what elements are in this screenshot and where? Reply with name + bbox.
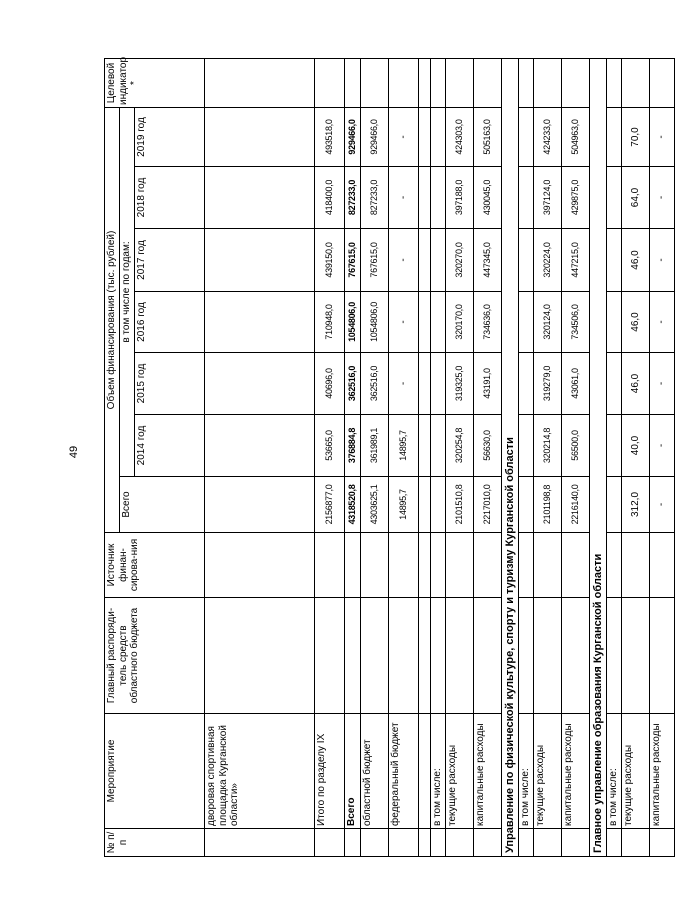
cell-2015: 43191,0 [473,353,501,415]
table-row [205,59,315,857]
table-row [473,59,501,857]
row-measure: текущие расходы [445,714,473,829]
table-row [361,59,389,857]
header-year-2018: 2018 год [135,167,205,229]
cell-2018: 64,0 [621,167,649,229]
cell-2019: 504963,0 [561,108,589,167]
cell-2014: 40,0 [621,415,649,477]
cell-2015: 43061,0 [561,353,589,415]
section-row [589,59,607,857]
cell-2017: 320270,0 [445,229,473,292]
table-row [519,59,534,857]
header-volume: Объем финансирования (тыс. рублей) [105,108,120,533]
section-title-sport: Управление по физической культуре, спорту и туризму Курганской области [501,59,519,857]
header-year-2014: 2014 год [135,415,205,477]
cell-2016: 320170,0 [445,292,473,353]
cell-2015: 362516,0 [361,353,389,415]
cell-2015: - [389,353,419,415]
cell-2017: - [389,229,419,292]
header-manager: Главный распоряди-тель средств областного бюджета [105,598,205,714]
row-measure: капитальные расходы [649,714,674,829]
cell-2016: 734636,0 [473,292,501,353]
row-measure: Всего [345,714,361,829]
cell-2019: 493518,0 [315,108,345,167]
table-row [649,59,674,857]
cell-2018: 418400,0 [315,167,345,229]
cell-2015: 40696,0 [315,353,345,415]
header-total: Всего [120,477,205,533]
row-measure: текущие расходы [533,714,561,829]
cell-2014: 14895,7 [389,415,419,477]
cell-total: 4318520,8 [345,477,361,533]
financing-table [104,58,675,857]
header-by-years: в том числе по годам: [120,108,135,477]
cell-2016: - [389,292,419,353]
cell-2015: 46,0 [621,353,649,415]
table-row [561,59,589,857]
cell-2015: - [649,353,674,415]
cell-2014: 53665,0 [315,415,345,477]
table-row [431,59,446,857]
cell-2017: 767615,0 [361,229,389,292]
cell-2018: 827233,0 [361,167,389,229]
table-row [533,59,561,857]
cell-2014: 376884,8 [345,415,361,477]
cell-2017: 447215,0 [561,229,589,292]
cell-2017: - [649,229,674,292]
cell-total: 2101198,8 [533,477,561,533]
header-target: Целевой индикатор * [105,59,205,108]
cell-2019: 929466,0 [345,108,361,167]
row-measure: дворовая спортивная площадка Курганской области» [205,714,315,829]
row-measure: капитальные расходы [473,714,501,829]
table-row-total [345,59,361,857]
row-measure: областной бюджет [361,714,389,829]
cell-2019: 424303,0 [445,108,473,167]
cell-total: 2216140,0 [561,477,589,533]
row-measure: в том числе: [431,714,446,829]
cell-2016: 1054806,0 [345,292,361,353]
cell-total: - [649,477,674,533]
header-source: Источник финан-сирова-ния [105,533,205,598]
cell-2018: 430045,0 [473,167,501,229]
row-measure: в том числе: [519,714,534,829]
cell-2019: 424233,0 [533,108,561,167]
row-measure: Итого по разделу IX [315,714,345,829]
cell-2014: 320214,8 [533,415,561,477]
cell-2017: 320224,0 [533,229,561,292]
cell-2019: 505163,0 [473,108,501,167]
cell-2015: 362516,0 [345,353,361,415]
cell-2016: - [649,292,674,353]
cell-2016: 46,0 [621,292,649,353]
table-row [445,59,473,857]
cell-2016: 1054806,0 [361,292,389,353]
cell-2019: - [649,108,674,167]
cell-total: 4303625,1 [361,477,389,533]
header-num: № п/п [105,829,205,857]
section-row [501,59,519,857]
table-page [104,56,668,857]
header-measure: Мероприятие [105,714,205,829]
header-year-2015: 2015 год [135,353,205,415]
row-measure: текущие расходы [621,714,649,829]
table-row [389,59,419,857]
cell-2014: 56630,0 [473,415,501,477]
row-measure: федеральный бюджет [389,714,419,829]
cell-2014: 361989,1 [361,415,389,477]
cell-2016: 710948,0 [315,292,345,353]
cell-2018: 397124,0 [533,167,561,229]
cell-2018: 397188,0 [445,167,473,229]
section-title-education: Главное управление образования Курганской области [589,59,607,857]
table-row [607,59,622,857]
table-row-empty [419,59,431,857]
cell-total: 2101510,8 [445,477,473,533]
cell-2018: 827233,0 [345,167,361,229]
cell-total: 14895,7 [389,477,419,533]
cell-2018: - [389,167,419,229]
cell-2014: 56500,0 [561,415,589,477]
rotated-table-wrapper [104,56,668,857]
row-measure: в том числе: [607,714,622,829]
cell-total: 2156877,0 [315,477,345,533]
cell-2018: - [649,167,674,229]
cell-2014: 320254,8 [445,415,473,477]
header-year-2016: 2016 год [135,292,205,353]
cell-2017: 46,0 [621,229,649,292]
cell-2016: 734506,0 [561,292,589,353]
table-row [315,59,345,857]
cell-2019: 929466,0 [361,108,389,167]
cell-2015: 319279,0 [533,353,561,415]
row-measure: капитальные расходы [561,714,589,829]
cell-2019: 70,0 [621,108,649,167]
cell-2017: 447345,0 [473,229,501,292]
header-year-2019: 2019 год [135,108,205,167]
cell-2015: 319325,0 [445,353,473,415]
cell-2016: 320124,0 [533,292,561,353]
cell-2017: 439150,0 [315,229,345,292]
cell-total: 312,0 [621,477,649,533]
cell-2018: 429875,0 [561,167,589,229]
page-number: 49 [68,445,80,459]
cell-2014: - [649,415,674,477]
cell-2017: 767615,0 [345,229,361,292]
table-row [621,59,649,857]
header-year-2017: 2017 год [135,229,205,292]
header-row-1 [105,59,120,857]
cell-total: 2217010,0 [473,477,501,533]
cell-2019: - [389,108,419,167]
